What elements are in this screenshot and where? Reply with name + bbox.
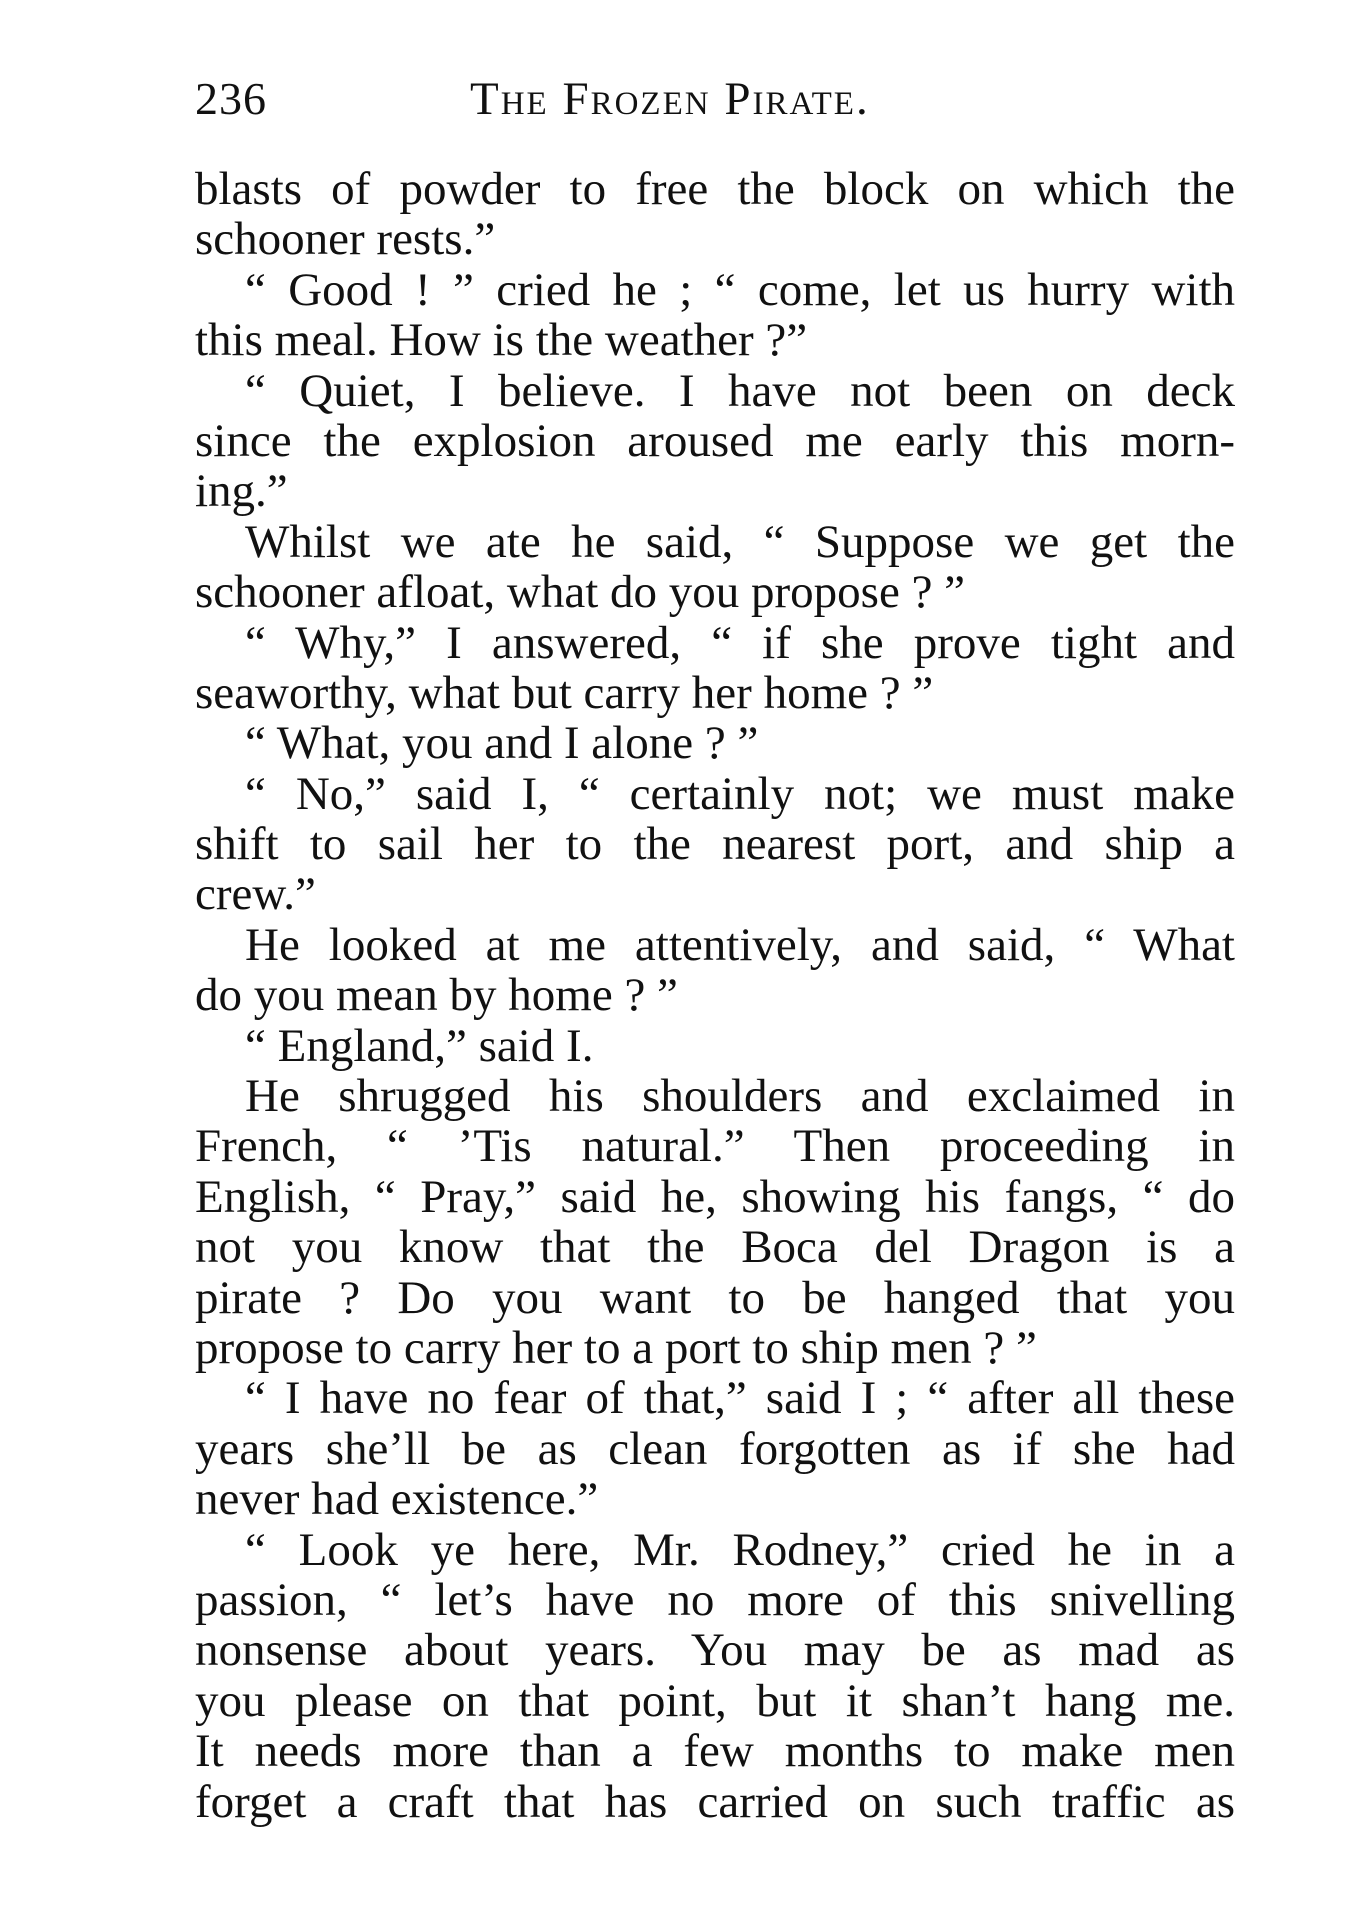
text-line: this meal. How is the weather ?” — [195, 315, 808, 366]
text-line: crew.” — [195, 869, 316, 920]
text-line: nonsense about years. You may be as mad as — [195, 1625, 1235, 1676]
text-line: ing.” — [195, 466, 288, 517]
page-title: The Frozen Pirate. — [470, 73, 870, 125]
text-line: “ What, you and I alone ? ” — [245, 718, 759, 769]
text-line: He looked at me attentively, and said, “ What — [245, 919, 1235, 971]
text-line: “ I have no fear of that,” said I ; “ after all these — [245, 1373, 1235, 1424]
text-line: not you know that the Boca del Dragon is a — [195, 1222, 1235, 1273]
text-line: do you mean by home ? ” — [195, 970, 678, 1021]
text-line: years she’ll be as clean forgotten as if she had — [195, 1423, 1235, 1475]
text-line: Whilst we ate he said, “ Suppose we get the — [245, 516, 1235, 568]
body-text — [195, 164, 1235, 1827]
text-line: since the explosion aroused me early this morn- — [195, 415, 1235, 467]
text-line: seaworthy, what but carry her home ? ” — [195, 667, 934, 719]
text-line: passion, “ let’s have no more of this snivelling — [195, 1574, 1235, 1626]
text-line: “ Look ye here, Mr. Rodney,” cried he in a — [245, 1524, 1235, 1575]
text-line: “ England,” said I. — [245, 1020, 594, 1072]
text-line: forget a craft that has carried on such traffic as — [195, 1776, 1235, 1827]
text-line: “ Good ! ” cried he ; “ come, let us hurry with — [245, 264, 1235, 316]
text-line: schooner afloat, what do you propose ? ” — [195, 567, 966, 618]
text-line: shift to sail her to the nearest port, and ship a — [195, 819, 1235, 870]
text-line: French, “ ’Tis natural.” Then proceeding in — [195, 1121, 1235, 1172]
text-line: blasts of powder to free the block on which the — [195, 164, 1235, 215]
text-line: never had existence.” — [195, 1474, 599, 1525]
text-line: “ No,” said I, “ certainly not; we must make — [245, 768, 1235, 820]
text-line: pirate ? Do you want to be hanged that you — [195, 1272, 1235, 1323]
page-number: 236 — [195, 73, 267, 124]
running-head — [195, 64, 1235, 134]
text-line: “ Quiet, I believe. I have not been on deck — [245, 365, 1235, 416]
text-line: It needs more than a few months to make men — [195, 1726, 1235, 1777]
text-line: “ Why,” I answered, “ if she prove tight and — [245, 617, 1235, 668]
text-line: He shrugged his shoulders and exclaimed in — [245, 1071, 1235, 1122]
text-line: schooner rests.” — [195, 214, 496, 265]
text-line: propose to carry her to a port to ship men ? ” — [195, 1322, 1037, 1374]
text-line: you please on that point, but it shan’t hang me. — [195, 1675, 1235, 1727]
text-line: English, “ Pray,” said he, showing his fangs, “ do — [195, 1171, 1235, 1223]
